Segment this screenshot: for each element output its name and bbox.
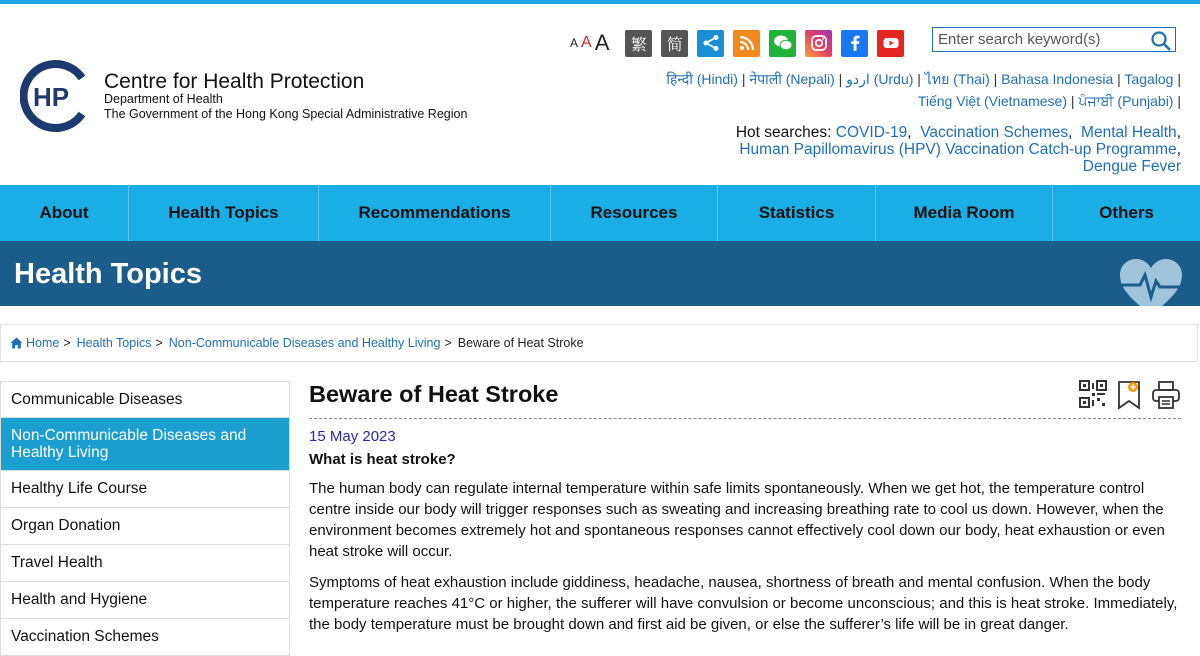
- breadcrumb-link[interactable]: Health Topics: [76, 336, 152, 350]
- qr-code-icon[interactable]: [1079, 380, 1107, 415]
- nav-media-room[interactable]: Media Room: [876, 185, 1053, 241]
- breadcrumb-separator: >: [155, 336, 163, 350]
- lang-tagalog-link[interactable]: Tagalog: [1124, 71, 1174, 87]
- sidebar-item-travel-health[interactable]: Travel Health: [0, 545, 290, 582]
- chp-logo-icon: [20, 60, 92, 132]
- breadcrumb-home-link[interactable]: Home: [26, 336, 60, 350]
- section-banner: [0, 241, 1200, 306]
- lang-separator: |: [1177, 93, 1181, 109]
- lang-separator: |: [917, 71, 921, 87]
- lang-nepali-link[interactable]: नेपाली (Nepali): [749, 71, 835, 87]
- article-tools: [1069, 380, 1181, 415]
- lang-separator: |: [1177, 71, 1181, 87]
- main-nav: [0, 185, 1200, 241]
- lang-separator: |: [1070, 93, 1075, 109]
- government-name: The Government of the Hong Kong Special Administrative Region: [104, 107, 468, 121]
- font-size-medium-button[interactable]: A: [581, 34, 592, 51]
- nav-resources[interactable]: Resources: [551, 185, 718, 241]
- lang-thai-link[interactable]: ไทย (Thai): [924, 71, 990, 87]
- lang-separator: |: [741, 71, 746, 87]
- lang-separator: |: [993, 71, 998, 87]
- youtube-icon[interactable]: [877, 30, 904, 57]
- sidebar-item-health-and-hygiene[interactable]: Health and Hygiene: [0, 582, 290, 619]
- nav-health-topics[interactable]: Health Topics: [129, 185, 319, 241]
- lang-indonesian-link[interactable]: Bahasa Indonesia: [1001, 71, 1114, 87]
- rss-icon[interactable]: [733, 30, 760, 57]
- article: [309, 380, 1181, 635]
- article-paragraph: Symptoms of heat exhaustion include giddiness, headache, nausea, shortness of breath and mental confusion. When the body temperature reaches 41°C or higher, the sufferer will have convulsion or become unconscious; and this is heat stroke. Immediately, the body temperature must be brought down and first aid be given, or else the sufferer’s life will be in great danger.: [309, 574, 1178, 633]
- nav-others[interactable]: Others: [1099, 203, 1154, 222]
- hot-search-link[interactable]: Mental Health: [1081, 124, 1177, 141]
- simplified-chinese-button[interactable]: 简: [661, 30, 688, 57]
- sidebar-item-vaccination-schemes[interactable]: Vaccination Schemes: [0, 619, 290, 656]
- lang-vietnamese-link[interactable]: Tiếng Việt (Vietnamese): [917, 93, 1067, 109]
- lang-separator: |: [1117, 71, 1121, 87]
- breadcrumb-separator: >: [63, 336, 71, 350]
- share-icon[interactable]: [697, 30, 724, 57]
- lang-separator: |: [838, 71, 843, 87]
- breadcrumb-link[interactable]: Non-Communicable Diseases and Healthy Living: [168, 336, 441, 350]
- hot-search-link[interactable]: COVID-19: [835, 124, 908, 141]
- search-box: [932, 27, 1176, 52]
- article-date: 15 May 2023: [309, 428, 396, 445]
- lang-hindi-link[interactable]: हिन्दी (Hindi): [666, 71, 738, 87]
- bookmark-icon[interactable]: [1117, 380, 1141, 415]
- facebook-icon[interactable]: [841, 30, 868, 57]
- sidebar-item-organ-donation[interactable]: Organ Donation: [0, 508, 290, 545]
- nav-about[interactable]: About: [0, 185, 129, 241]
- hot-searches: Hot searches: COVID-19, Vaccination Schemes, Mental Health, Human Papillomavirus (HPV) Vaccination Catch-up Programme, Dengue Fever: [735, 124, 1181, 175]
- lang-urdu-link[interactable]: اردو (Urdu): [846, 71, 914, 87]
- sidebar: [0, 381, 290, 656]
- instagram-icon[interactable]: [805, 30, 832, 57]
- breadcrumb-current: Beware of Heat Stroke: [457, 336, 584, 350]
- hot-search-link[interactable]: Vaccination Schemes: [920, 124, 1069, 141]
- search-input[interactable]: [933, 28, 1153, 51]
- sidebar-item-communicable-diseases[interactable]: Communicable Diseases: [0, 381, 290, 418]
- article-subheading: What is heat stroke?: [309, 451, 456, 468]
- font-size-small-button[interactable]: A: [570, 36, 579, 50]
- top-accent-bar: [0, 0, 1200, 4]
- svg-text:HP: HP: [33, 82, 70, 112]
- sidebar-item-healthy-life-course[interactable]: Healthy Life Course: [0, 471, 290, 508]
- breadcrumb: [0, 324, 1198, 362]
- heart-pulse-icon: [1118, 257, 1184, 306]
- home-icon[interactable]: [10, 337, 23, 349]
- traditional-chinese-button[interactable]: 繁: [625, 30, 652, 57]
- nav-recommendations[interactable]: Recommendations: [319, 185, 551, 241]
- font-size-large-button[interactable]: A: [594, 30, 610, 55]
- hot-search-link[interactable]: Human Papillomavirus (HPV) Vaccination Catch-up Programme: [739, 141, 1177, 158]
- article-paragraph: The human body can regulate internal temperature within safe limits spontaneously. When we get hot, the temperature control centre inside our body will trigger responses such as sweating and increasing breathing rate to cool us down. However, when the environment becomes extremely hot and spontaneous responses cannot effectively cool down our body, heat exhaustion or even heat stroke will occur.: [309, 480, 1165, 560]
- nav-statistics[interactable]: Statistics: [718, 185, 876, 241]
- sidebar-item-non-communicable-diseases[interactable]: Non-Communicable Diseases and Healthy Living: [0, 418, 290, 471]
- search-icon[interactable]: [1150, 30, 1172, 52]
- breadcrumb-separator: >: [444, 336, 452, 350]
- section-title: Health Topics: [14, 258, 202, 290]
- language-links: [661, 68, 1181, 112]
- print-icon[interactable]: [1151, 380, 1181, 415]
- hot-search-link[interactable]: Dengue Fever: [1082, 158, 1181, 175]
- site-logo[interactable]: [20, 60, 560, 135]
- wechat-icon[interactable]: [769, 30, 796, 57]
- article-title: Beware of Heat Stroke: [309, 380, 1181, 419]
- hot-searches-label: Hot searches:: [735, 124, 832, 141]
- tool-bar: [570, 28, 913, 58]
- lang-punjabi-link[interactable]: ਪੰਜਾਬੀ (Punjabi): [1078, 93, 1174, 109]
- org-name: Centre for Health Protection: [104, 70, 365, 93]
- department-name: Department of Health: [104, 92, 223, 106]
